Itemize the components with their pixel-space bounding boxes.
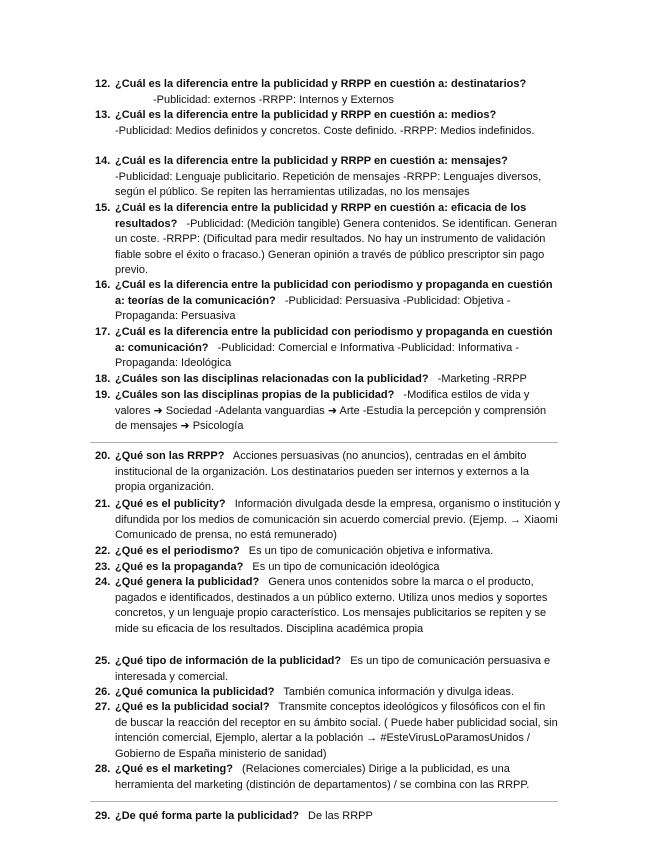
question: ¿Cuál es la diferencia entre la publicidad y RRPP en cuestión a: medios?: [115, 109, 497, 121]
item-number: 20.: [95, 450, 111, 462]
answer: Transmite conceptos ideológicos y filosóficos con el fin de buscar la reacción del receptor en su ámbito social. ( Puede haber publicidad social, sin intención comercial, Ejemplo, alertar a la población → #EsteVirusLoParamosUnidos / Gobierno de España ministerio de sanidad): [115, 701, 558, 760]
item-number: 27.: [95, 701, 111, 713]
question: ¿Qué genera la publicidad?: [115, 576, 260, 588]
qa-item-22: [95, 544, 560, 560]
qa-item-17: [95, 325, 560, 372]
question: ¿Qué comunica la publicidad?: [115, 686, 275, 698]
answer: -Publicidad: Lenguaje publicitario. Repetición de mensajes -RRPP: Lenguajes diversos, según el público. Se repiten las herramientas utilizadas, no los mensajes: [115, 170, 542, 198]
item-number: 28.: [95, 763, 111, 775]
answer: Es un tipo de comunicación ideológica: [252, 561, 440, 573]
question: ¿Qué tipo de información de la publicidad?: [115, 655, 342, 667]
answer: Genera unos contenidos sobre la marca o el producto, pagados e identificados, destinados a un público externo. Utiliza unos medios y soportes concretos, y un lenguaje propio característico. Los mensajes publicitarios se repiten y se mide su eficacia de los resultados. Disciplina académica propia: [115, 576, 548, 635]
qa-item-19: [95, 388, 560, 435]
item-number: 14.: [95, 155, 111, 167]
question: ¿Cuál es la diferencia entre la publicidad con periodismo y propaganda en cuestión a: comunicación?: [115, 326, 553, 354]
item-number: 24.: [95, 576, 111, 588]
answer: -Publicidad: Medios definidos y concretos. Coste definido. -RRPP: Medios indefinidos.: [115, 124, 535, 137]
item-number: 12.: [95, 78, 111, 90]
item-number: 29.: [95, 810, 111, 822]
qa-item-23: [95, 560, 560, 576]
answer: -Modifica estilos de vida y valores ➜ Sociedad -Adelanta vanguardias ➜ Arte -Estudia la percepción y comprensión de mensajes ➜ Psicología: [115, 389, 547, 432]
qa-item-26: [95, 685, 560, 701]
answer: Información divulgada desde la empresa, organismo o institución y difundida por los medios de comunicación sin acuerdo comercial previo. (Ejemp. → Xiaomi Comunicado de prensa, no está remunerado): [115, 498, 560, 541]
question: ¿Cuál es la diferencia entre la publicidad y RRPP en cuestión a: destinatarios?: [115, 78, 527, 90]
item-number: 13.: [95, 109, 111, 121]
qa-item-21: [95, 497, 560, 544]
item-number: 17.: [95, 326, 111, 338]
qa-item-20: [95, 449, 560, 496]
item-number: 21.: [95, 498, 111, 510]
item-number: 16.: [95, 279, 111, 291]
question: ¿Qué es el publicity?: [115, 498, 226, 510]
question: ¿De qué forma parte la publicidad?: [115, 810, 299, 822]
answer: -Publicidad: Persuasiva -Publicidad: Objetiva -Propaganda: Persuasiva: [115, 294, 511, 322]
section-divider: [90, 442, 558, 443]
question: ¿Qué es el marketing?: [115, 763, 233, 775]
question: ¿Cuáles son las disciplinas relacionadas con la publicidad?: [115, 373, 429, 385]
answer: -Marketing -RRPP: [437, 373, 527, 385]
qa-item-24: [95, 575, 560, 637]
qa-item-13: [95, 108, 560, 139]
question: ¿Qué son las RRPP?: [115, 450, 225, 462]
item-number: 18.: [95, 373, 111, 385]
qa-item-28: [95, 762, 560, 793]
answer: -Publicidad: externos -RRPP: Internos y Externos: [153, 93, 394, 106]
answer: -Publicidad: Comercial e Informativa -Publicidad: Informativa -Propaganda: Ideológica: [115, 341, 519, 369]
answer: -Publicidad: (Medición tangible) Genera contenidos. Se identifican. Generan un coste. -RRPP: (Dificultad para medir resultados. No hay un instrumento de validación fiable sobre el éxito o fracaso.) Generan opinión a través de público prescriptor sin pago previo.: [115, 217, 557, 276]
item-number: 25.: [95, 655, 111, 667]
question: ¿Qué es la propaganda?: [115, 561, 244, 573]
answer: También comunica información y divulga ideas.: [283, 686, 514, 698]
question: ¿Cuál es la diferencia entre la publicidad y RRPP en cuestión a: eficacia de los resultados?: [115, 202, 527, 230]
item-number: 22.: [95, 545, 111, 557]
qa-item-27: [95, 700, 560, 762]
qa-item-12: [95, 77, 560, 108]
question: ¿Cuál es la diferencia entre la publicidad y RRPP en cuestión a: mensajes?: [115, 155, 508, 167]
qa-item-16: [95, 278, 560, 325]
question: ¿Qué es la publicidad social?: [115, 701, 270, 713]
answer: Es un tipo de comunicación persuasiva e interesada y comercial.: [115, 655, 551, 683]
item-number: 15.: [95, 202, 111, 214]
item-number: 19.: [95, 389, 111, 401]
answer: Es un tipo de comunicación objetiva e informativa.: [248, 545, 494, 557]
item-number: 23.: [95, 561, 111, 573]
qa-item-14: [95, 154, 560, 201]
qa-item-25: [95, 654, 560, 685]
answer: (Relaciones comerciales) Dirige a la publicidad, es una herramienta del marketing (distinción de departamentos) / se combina con las RRPP.: [115, 763, 530, 791]
qa-item-18: [95, 372, 560, 388]
question: ¿Cuáles son las disciplinas propias de la publicidad?: [115, 389, 395, 401]
answer: De las RRPP: [308, 810, 373, 822]
question: ¿Cuál es la diferencia entre la publicidad con periodismo y propaganda en cuestión a: teorías de la comunicación?: [115, 279, 553, 307]
qa-item-29: [95, 809, 560, 825]
answer: Acciones persuasivas (no anuncios), centradas en el ámbito institucional de la organización. Los destinatarios pueden ser internos y externos a la propia organización.: [115, 450, 529, 493]
qa-item-15: [95, 201, 560, 279]
section-divider: [90, 801, 558, 802]
item-number: 26.: [95, 686, 111, 698]
question: ¿Qué es el periodismo?: [115, 545, 240, 557]
